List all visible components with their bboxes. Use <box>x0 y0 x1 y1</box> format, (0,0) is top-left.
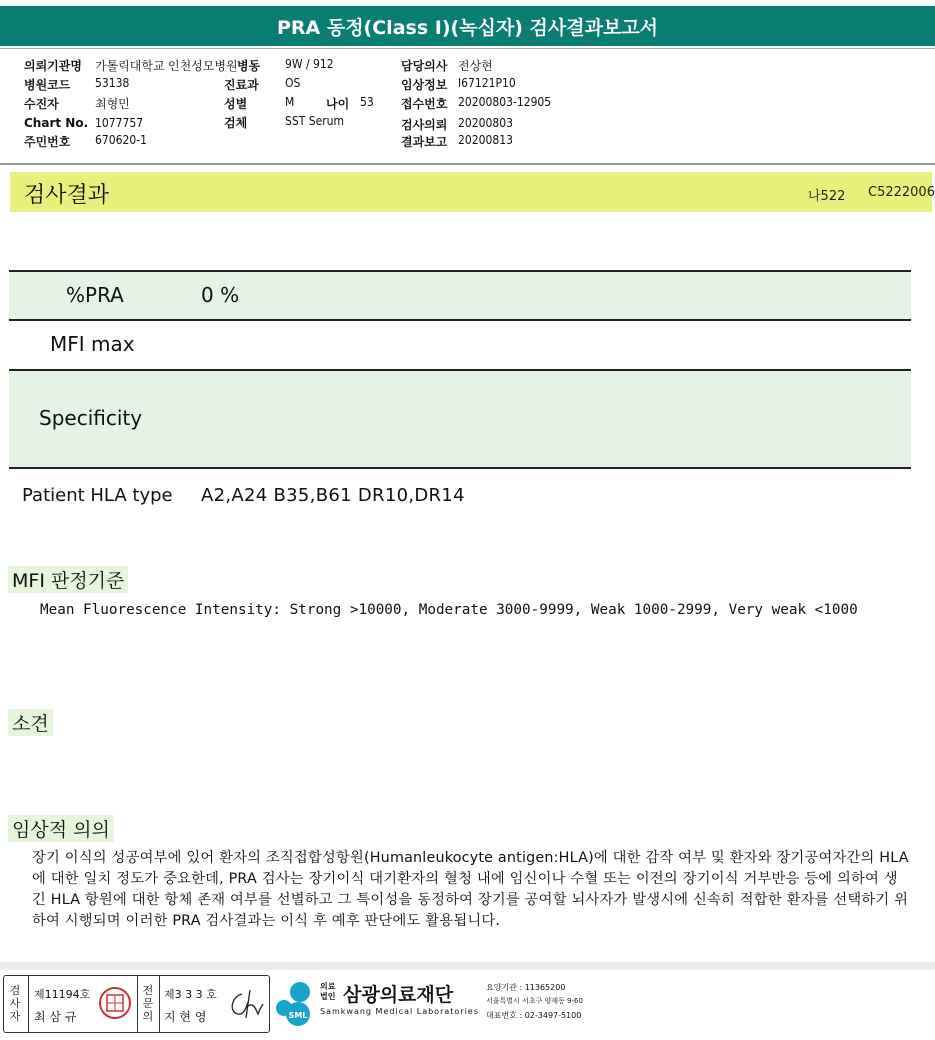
org-info-address: 서울특별시 서초구 양재동 9-60 <box>486 997 583 1005</box>
pra-label: %PRA <box>66 283 124 307</box>
patient-value: 최형민 <box>95 97 130 111</box>
signature-box <box>3 975 270 1033</box>
report-date-value: 20200813 <box>458 133 513 147</box>
hospital-code-label: 병원코드 <box>24 78 71 92</box>
specialist-license: 제3 3 3 호 <box>164 988 217 1001</box>
request-date-value: 20200803 <box>458 116 513 130</box>
resident-no-value: 670620-1 <box>95 133 147 147</box>
department-label: 진료과 <box>224 78 259 92</box>
table-divider-1 <box>9 319 911 321</box>
org-name: 삼광의료재단 <box>343 984 454 1006</box>
org-prefix: 의료법인 <box>320 982 336 1001</box>
result-header-bar <box>10 172 932 212</box>
mfi-criteria-title: MFI 판정기준 <box>8 566 128 593</box>
specimen-label: 검체 <box>224 116 248 130</box>
department-value: OS <box>285 76 301 90</box>
ward-label: 병동 <box>237 59 261 73</box>
specialist-label: 전문의 <box>142 984 154 1023</box>
chart-no-label: Chart No. <box>24 116 89 130</box>
result-code-1: 나522 <box>808 189 846 204</box>
org-subtitle: Samkwang Medical Laboratories <box>320 1007 479 1016</box>
hla-type-label: Patient HLA type <box>22 485 173 506</box>
clinical-text: 장기 이식의 성공여부에 있어 환자의 조직접합성항원(Humanleukocyte antigen:HLA)에 대한 감작 여부 및 환자와 장기공여자간의 HLA에 대한 일치 정도가 중요한데, PRA 검사는 장기이식 대기환자의 혈청 내에 임신이나 수혈 또는 이전의 장기이식 거부반응 등에 의하여 생긴 HLA 항원에 대한 항체 존재 여부를 선별하고 그 특이성을 동정하여 장기를 공여할 뇌사자가 발생시에 신속히 적합한 환자를 선택하기 위하여 시행되며 이러한 PRA 검사결과는 이식 후 예후 판단에도 활용됩니다. <box>32 850 909 929</box>
clinical-info-value: I67121P10 <box>458 76 516 90</box>
pra-row <box>9 272 911 319</box>
footer-divider <box>0 962 935 970</box>
title-divider <box>0 48 935 49</box>
report-date-label: 결과보고 <box>401 135 448 149</box>
chart-no-value: 1077757 <box>95 116 144 130</box>
accession-value: 20200803-12905 <box>458 95 552 109</box>
logo-text: SML <box>288 1011 308 1020</box>
specialist-name: 지 현 영 <box>164 1010 207 1024</box>
hospital-code-value: 53138 <box>95 76 130 90</box>
result-code-2: C5222006 <box>868 185 935 200</box>
hla-type-value: A2,A24 B35,B61 DR10,DR14 <box>201 485 465 506</box>
accession-label: 접수번호 <box>401 97 448 111</box>
technician-name: 최 삼 규 <box>34 1010 77 1024</box>
doctor-value: 전상현 <box>458 59 493 73</box>
mfi-criteria-text: Mean Fluorescence Intensity: Strong >10000, Moderate 3000-9999, Weak 1000-2999, Very weak <1000 <box>40 602 858 618</box>
table-bottom-border <box>9 467 911 469</box>
age-label: 나이 <box>326 97 350 111</box>
hospital-label: 의뢰기관명 <box>24 59 82 73</box>
specimen-value: SST Serum <box>285 114 345 128</box>
doctor-label: 담당의사 <box>401 59 448 73</box>
hospital-value: 가톨릭대학교 인천성모병원 <box>95 59 238 73</box>
pra-value: 0 % <box>201 283 240 307</box>
org-info-phone: 대표번호 : 02-3497-5100 <box>486 1011 582 1020</box>
sex-value: M <box>285 95 295 109</box>
mfi-max-label: MFI max <box>50 332 135 356</box>
resident-no-label: 주민번호 <box>24 135 71 149</box>
clinical-title: 임상적 의의 <box>8 815 114 842</box>
signature-icon <box>224 984 264 1022</box>
clinical-info-label: 임상정보 <box>401 78 448 92</box>
red-seal-icon <box>98 986 132 1020</box>
findings-title: 소견 <box>8 709 53 736</box>
request-date-label: 검사의뢰 <box>401 118 448 132</box>
specificity-label: Specificity <box>39 406 143 430</box>
org-info-code: 요양기관 : 11365200 <box>486 983 566 992</box>
patient-label: 수진자 <box>24 97 59 111</box>
sml-logo-icon <box>272 978 320 1028</box>
header-divider <box>0 163 935 165</box>
technician-license: 제11194호 <box>34 988 91 1001</box>
result-title: 검사결과 <box>24 183 110 208</box>
sex-label: 성별 <box>224 97 248 111</box>
age-value: 53 <box>360 95 374 109</box>
report-title: PRA 동정(Class I)(녹십자) 검사결과보고서 <box>0 6 935 46</box>
specificity-row <box>9 371 911 467</box>
ward-value: 9W / 912 <box>285 57 334 71</box>
technician-label: 검사자 <box>9 984 21 1023</box>
